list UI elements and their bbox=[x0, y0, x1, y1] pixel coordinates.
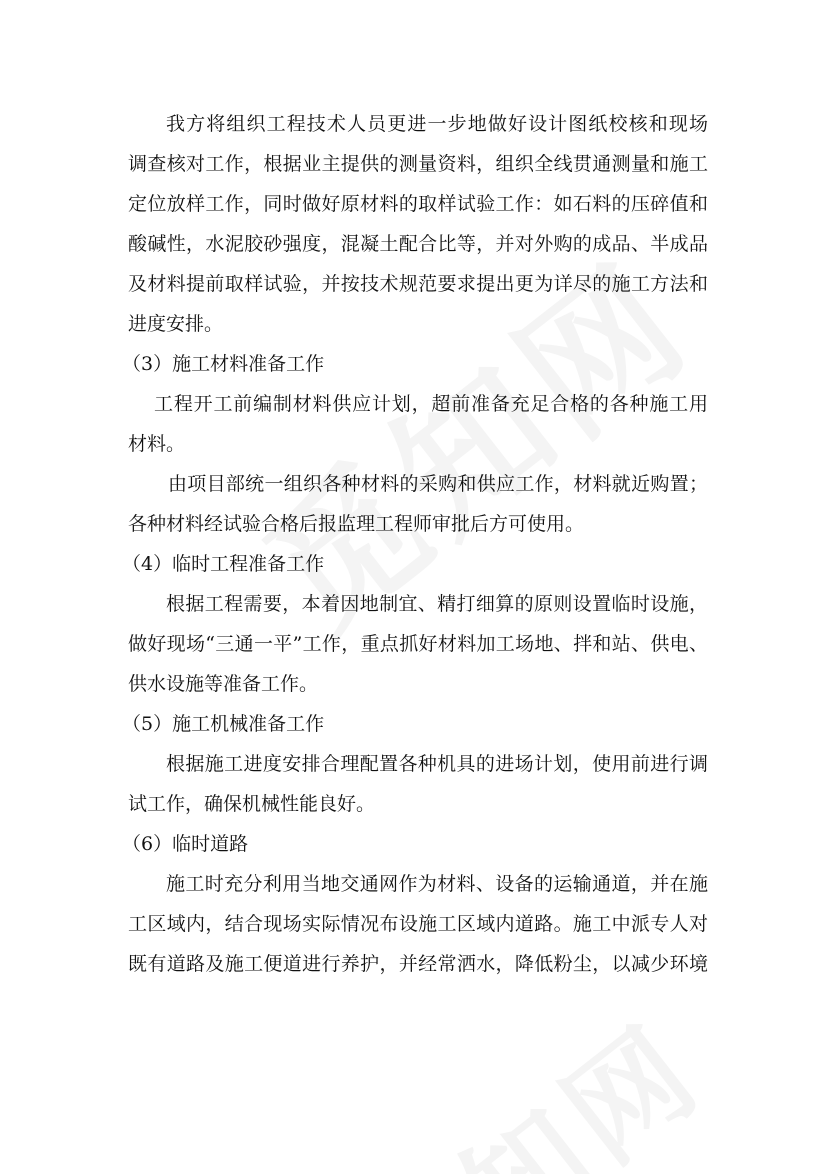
text-line: 进度安排。 bbox=[128, 313, 224, 335]
text-line: 各种材料经试验合格后报监理工程师审批后方可使用。 bbox=[128, 513, 585, 535]
section-heading-6: （6）临时道路 bbox=[122, 833, 249, 855]
paragraph-procurement bbox=[128, 464, 708, 544]
text-line: 我方将组织工程技术人员更进一步地做好设计图纸校核和现场 bbox=[166, 113, 708, 135]
paragraph-survey bbox=[128, 104, 708, 344]
section-heading-4: （4）临时工程准备工作 bbox=[122, 553, 325, 575]
text-line: 材料。 bbox=[128, 433, 186, 455]
text-line: 酸碱性，水泥胶砂强度，混凝土配合比等，并对外购的成品、半成品 bbox=[128, 233, 708, 255]
text-line: 既有道路及施工便道进行养护，并经常洒水，降低粉尘，以减少环境 bbox=[128, 953, 708, 975]
text-line: 做好现场“三通一平”工作，重点抓好材料加工场地、拌和站、供电、 bbox=[128, 633, 708, 655]
paragraph-temporary-roads bbox=[128, 864, 708, 984]
document-body bbox=[122, 104, 708, 984]
text-line: 供水设施等准备工作。 bbox=[128, 673, 319, 695]
watermark-lower bbox=[318, 978, 731, 1174]
text-line: 由项目部统一组织各种材料的采购和供应工作，材料就近购置； bbox=[168, 473, 708, 495]
text-line: 定位放样工作，同时做好原材料的取样试验工作：如石料的压碎值和 bbox=[128, 193, 708, 215]
text-line: 根据施工进度安排合理配置各种机具的进场计划，使用前进行调 bbox=[166, 753, 708, 775]
text-line: 工区域内，结合现场实际情况布设施工区域内道路。施工中派专人对 bbox=[128, 913, 708, 935]
paragraph-machinery bbox=[128, 744, 708, 824]
section-heading-3: （3）施工材料准备工作 bbox=[122, 353, 325, 375]
text-line: 工程开工前编制材料供应计划，超前准备充足合格的各种施工用 bbox=[154, 393, 708, 415]
section-heading-5: （5）施工机械准备工作 bbox=[122, 713, 325, 735]
text-line: 调查核对工作，根据业主提供的测量资料，组织全线贯通测量和施工 bbox=[128, 153, 708, 175]
text-line: 试工作，确保机械性能良好。 bbox=[128, 793, 376, 815]
paragraph-temporary-works bbox=[128, 584, 708, 704]
text-line: 施工时充分利用当地交通网作为材料、设备的运输通道，并在施 bbox=[166, 873, 708, 895]
text-line: 及材料提前取样试验，并按技术规范要求提出更为详尽的施工方法和 bbox=[128, 273, 708, 295]
text-line: 根据工程需要，本着因地制宜、精打细算的原则设置临时设施， bbox=[166, 593, 708, 615]
paragraph-material-plan bbox=[128, 384, 708, 464]
